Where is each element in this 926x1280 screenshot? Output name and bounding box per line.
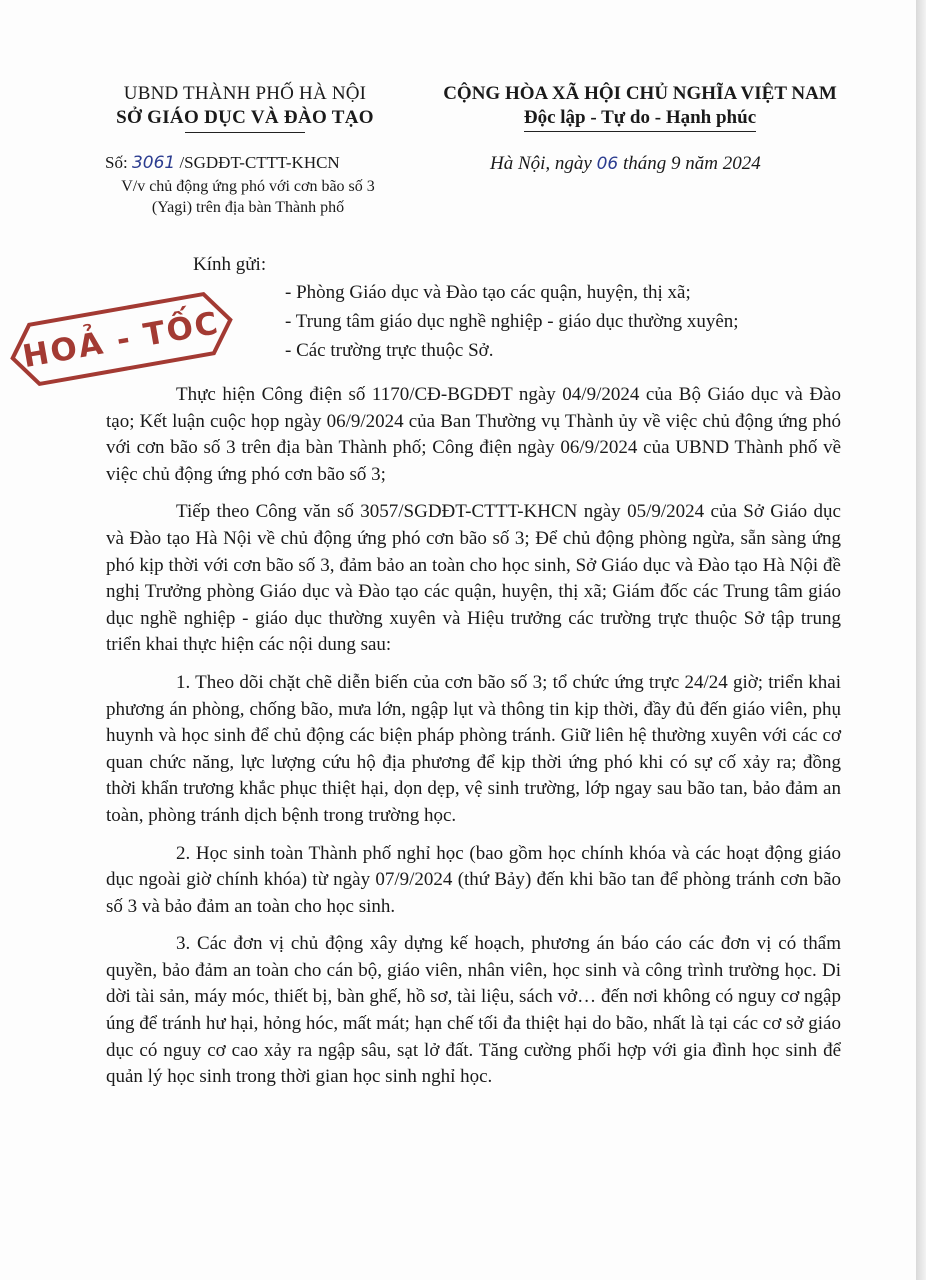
document-number: [105, 153, 340, 173]
paragraph-item-1: 1. Theo dõi chặt chẽ diễn biến của cơn bão số 3; tổ chức ứng trực 24/24 giờ; triển khai phương án phòng, chống bão, mưa lớn, ngập lụt và thông tin kịp thời, đầy đủ đến giáo viên, phụ huynh và học sinh để chủ động các biện pháp phòng tránh. Giữ liên hệ thường xuyên với các cơ quan chức năng, lực lượng cứu hộ địa phương để kịp thời ứng phó khi có sự cố xảy ra; đồng thời khẩn trương khắc phục thiệt hại, dọn dẹp, vệ sinh trường, lớp ngay sau bão tan, bảo đảm an toàn, phòng tránh dịch bệnh trong trường học.: [106, 671, 841, 826]
recipient-list: [285, 278, 739, 365]
document-subject: V/v chủ động ứng phó với cơn bão số 3 (Yagi) trên địa bàn Thành phố: [121, 178, 375, 216]
header-underline: [185, 132, 305, 133]
number-suffix: /SGDĐT-CTTT-KHCN: [175, 153, 340, 172]
republic-title: CỘNG HÒA XÃ HỘI CHỦ NGHĨA VIỆT NAM: [443, 83, 837, 104]
salutation-label: Kính gửi:: [193, 254, 267, 275]
paragraph-followup: Tiếp theo Công văn số 3057/SGDĐT-CTTT-KHCN ngày 05/9/2024 của Sở Giáo dục và Đào tạo Hà Nội về chủ động ứng phó cơn bão số 3; Để chủ động phòng ngừa, sẵn sàng ứng phó kịp thời với cơn bão số 3, đảm bảo an toàn cho học sinh, Sở Giáo dục và Đào tạo Hà Nội đề nghị Trưởng phòng Giáo dục và Đào tạo các quận, huyện, thị xã; Giám đốc các Trung tâm giáo dục nghề nghiệp - giáo dục thường xuyên và Hiệu trưởng các trường trực thuộc Sở tập trung triển khai thực hiện các nội dung sau:: [106, 501, 841, 656]
recipient-item: - Phòng Giáo dục và Đào tạo các quận, huyện, thị xã;: [285, 282, 691, 303]
issuing-agency: UBND THÀNH PHỐ HÀ NỘI: [123, 83, 367, 104]
paragraph-preamble: Thực hiện Công điện số 1170/CĐ-BGDĐT ngày 04/9/2024 của Bộ Giáo dục và Đào tạo; Kết luận cuộc họp ngày 06/9/2024 của Ban Thường vụ Thành ủy về việc chủ động ứng phó với cơn bão số 3 trên địa bàn Thành phố; Công điện ngày 06/9/2024 của UBND Thành phố về việc chủ động ứng phó cơn bão số 3;: [106, 384, 841, 485]
recipient-item: - Các trường trực thuộc Sở.: [285, 340, 494, 361]
stamp-text: HOẢ - TỐC: [20, 305, 223, 376]
date-prefix: Hà Nội, ngày: [490, 153, 597, 174]
issue-date: [490, 153, 761, 175]
handwritten-day: 06: [596, 154, 619, 174]
paragraph-item-2: 2. Học sinh toàn Thành phố nghỉ học (bao gồm học chính khóa và các hoạt động giáo dục ngoài giờ chính khóa) từ ngày 07/9/2024 (thứ Bảy) đến khi bão tan để phòng tránh cơn bão số 3 và bảo đảm an toàn cho học sinh.: [106, 842, 841, 917]
recipient-item: - Trung tâm giáo dục nghề nghiệp - giáo dục thường xuyên;: [285, 311, 739, 332]
national-motto: Độc lập - Tự do - Hạnh phúc: [524, 106, 756, 132]
document-body: [106, 382, 841, 1102]
handwritten-number: 3061: [131, 153, 176, 173]
urgent-stamp: [1, 283, 243, 394]
national-header: [405, 82, 875, 132]
date-suffix: tháng 9 năm 2024: [618, 153, 761, 174]
number-prefix: Số:: [105, 153, 132, 172]
issuer-block: [100, 82, 390, 133]
issuing-department: SỞ GIÁO DỤC VÀ ĐÀO TẠO: [116, 107, 374, 128]
paragraph-item-3: 3. Các đơn vị chủ động xây dựng kế hoạch, phương án báo cáo các đơn vị có thẩm quyền, bảo đảm an toàn cho cán bộ, giáo viên, nhân viên, học sinh và công trình trường học. Di dời tài sản, máy móc, thiết bị, bàn ghế, hồ sơ, tài liệu, sách vở… đến nơi không có nguy cơ ngập úng để tránh hư hại, hỏng hóc, mất mát; hạn chế tối đa thiệt hại do bão, nhất là tại các cơ sở giáo dục có nguy cơ cao xảy ra ngập sâu, sạt lở đất. Tăng cường phối hợp với gia đình học sinh để quản lý học sinh trong thời gian học sinh nghỉ học.: [106, 933, 841, 1088]
page-edge-shadow: [916, 0, 926, 1280]
